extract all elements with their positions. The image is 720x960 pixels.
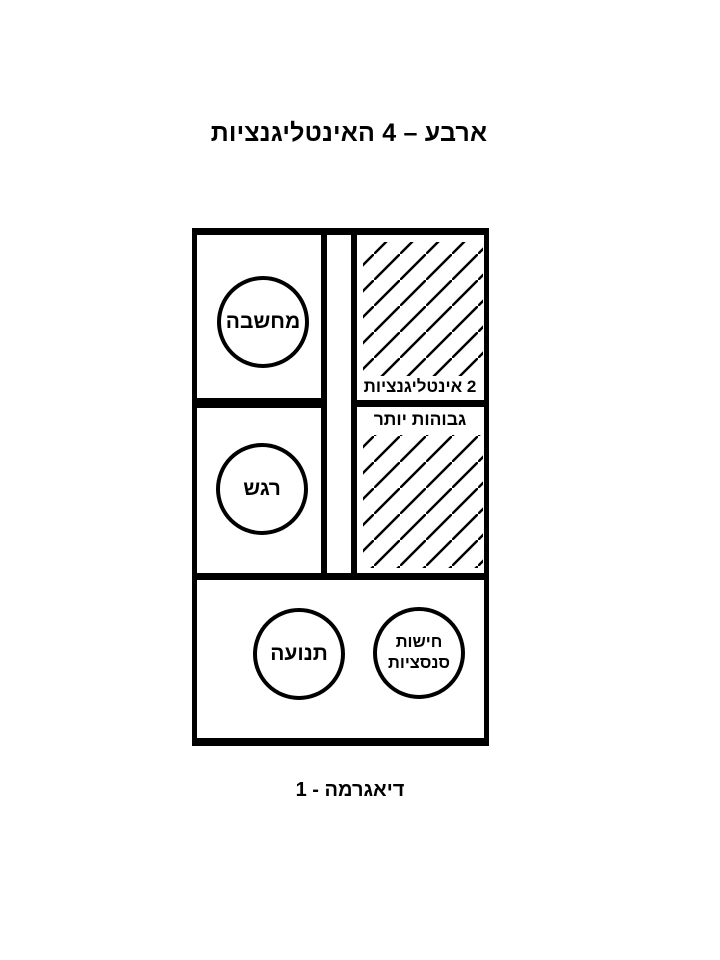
higher-intelligences-label-line1: 2 אינטליגנציות	[363, 377, 477, 396]
sensations-label-line1: חישות	[395, 632, 443, 651]
bottom-box-top-border	[192, 573, 489, 580]
page-title: ארבע – 4 האינטליגנציות	[210, 119, 488, 147]
right-column-divider	[351, 400, 489, 407]
frame-right-border	[484, 228, 489, 746]
emotion-label: רגש	[243, 477, 281, 500]
four-intelligences-diagram	[192, 228, 489, 746]
movement-circle	[253, 608, 345, 700]
sensations-circle	[373, 607, 465, 699]
hatch-area-upper	[363, 242, 483, 376]
thought-label: מחשבה	[225, 310, 301, 333]
frame-top-border	[192, 228, 489, 235]
movement-label: תנועה	[270, 642, 328, 665]
higher-intelligences-label-line2: גבוהות יותר	[373, 409, 467, 429]
diagram-caption: דיאגרמה - 1	[295, 779, 405, 801]
thought-circle	[217, 276, 309, 368]
frame-left-border	[192, 228, 197, 746]
left-column-divider	[192, 398, 327, 408]
emotion-circle	[216, 443, 308, 535]
hatch-area-lower	[363, 435, 483, 568]
sensations-label	[388, 632, 450, 675]
sensations-label-line2: סנסציות	[388, 654, 451, 672]
frame-bottom-border	[192, 738, 489, 746]
